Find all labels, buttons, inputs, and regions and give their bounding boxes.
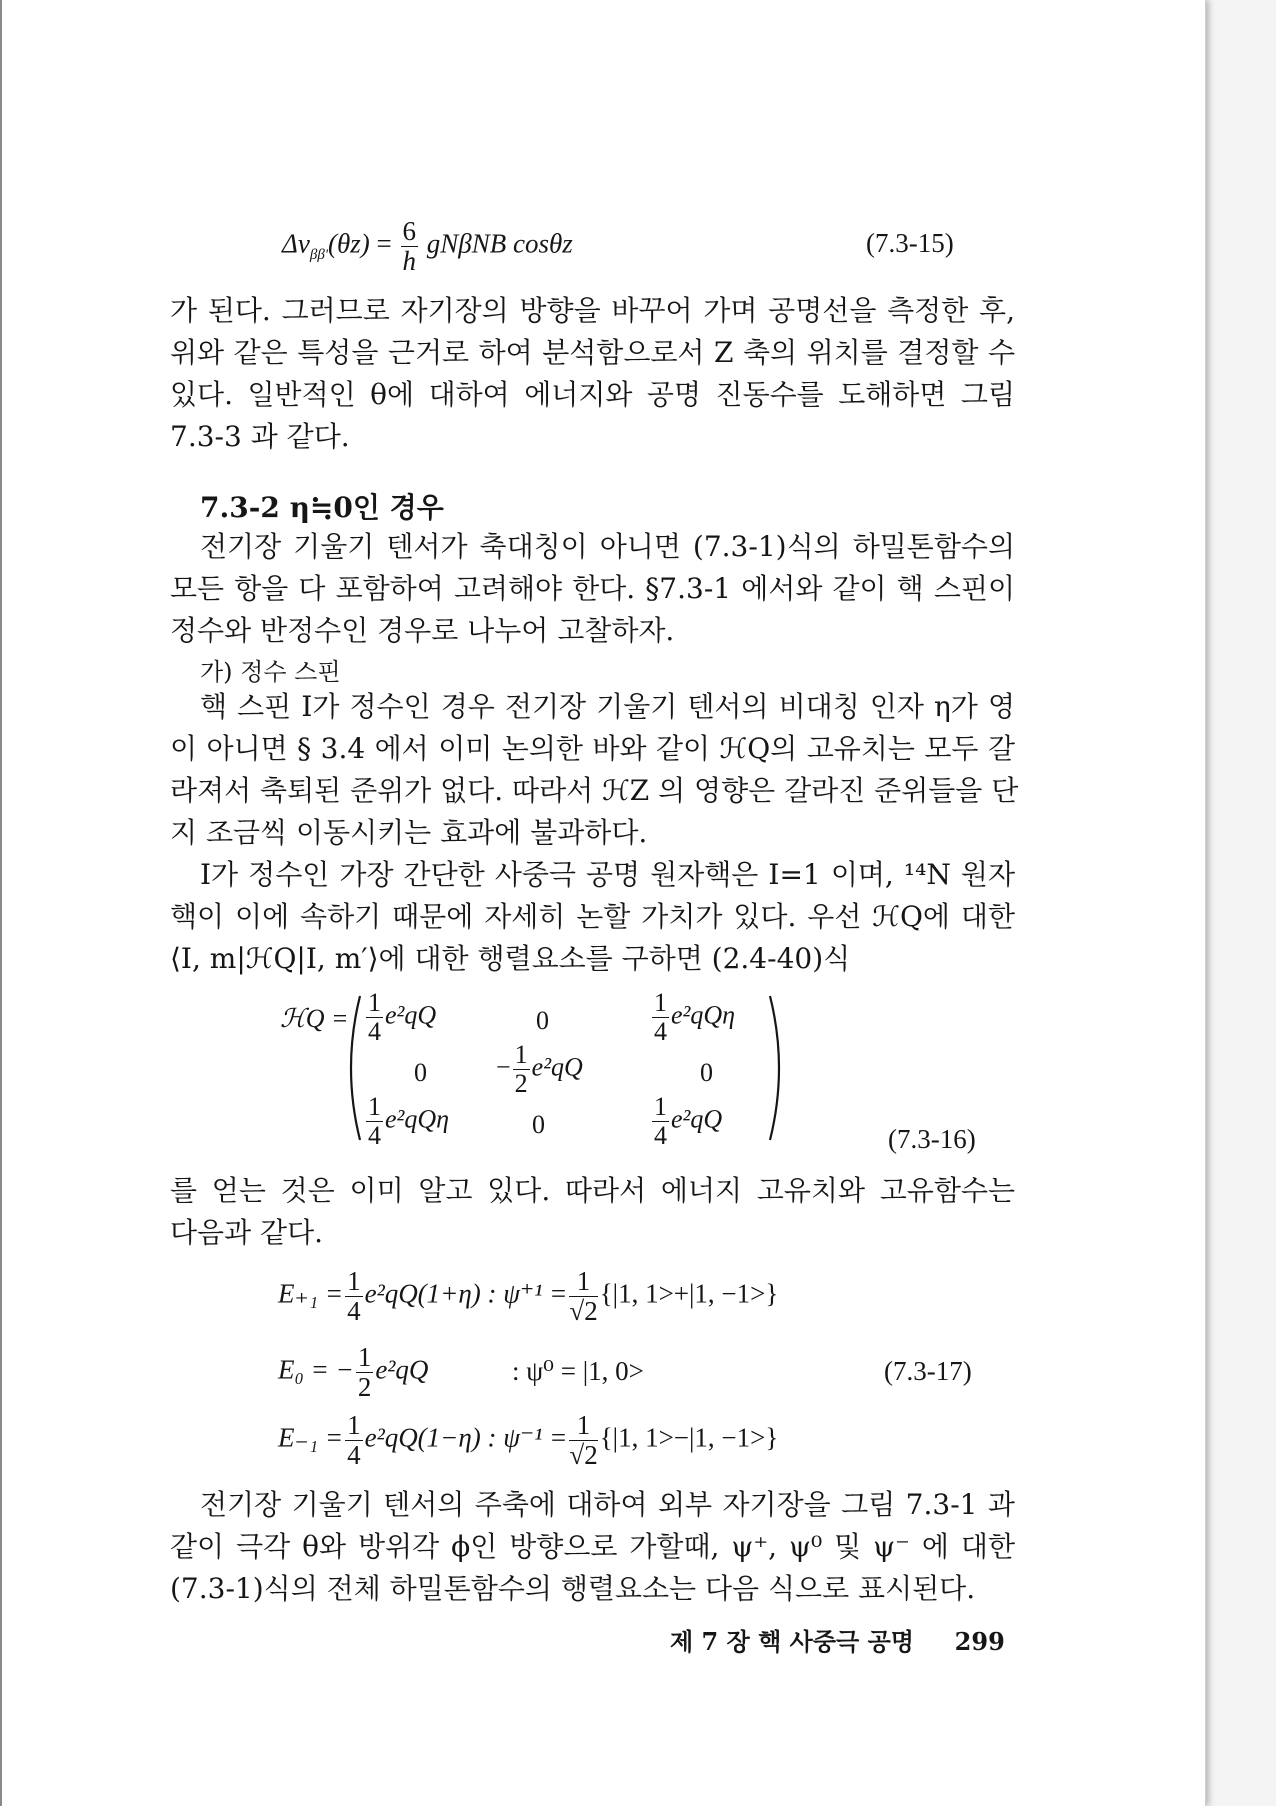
matrix-cell-r1c1 bbox=[364, 990, 436, 1045]
e1-norm-den: √2 bbox=[569, 1296, 598, 1326]
matrix-lhs: ℋQ = bbox=[280, 1004, 349, 1033]
eq17-e1-lhs: E₊₁ = bbox=[278, 1278, 344, 1309]
paragraph-6 bbox=[170, 1484, 1015, 1610]
em-norm-den: √2 bbox=[569, 1440, 598, 1470]
matrix-right-paren bbox=[766, 992, 790, 1144]
matrix-cell-r2c2: − $\frac{1}{2}$ e²qQ bbox=[496, 1040, 583, 1098]
eq17-e0-lhs: E₀ = − bbox=[278, 1354, 354, 1385]
text-line: I가 정수인 가장 간단한 사중극 공명 원자핵은 I=1 이며, ¹⁴N 원자 bbox=[200, 858, 1015, 891]
eq17-em-lhs: E₋₁ = bbox=[278, 1422, 344, 1453]
eq15-fraction bbox=[401, 218, 419, 275]
paragraph-4 bbox=[170, 854, 1015, 980]
text-line: 모든 항을 다 포함하여 고려해야 한다. §7.3-1 에서와 같이 핵 스핀이 bbox=[170, 572, 1015, 605]
text-line: 이 아니면 § 3.4 에서 이미 논의한 바와 같이 ℋQ의 고유치는 모두 갈 bbox=[170, 732, 1015, 765]
e1-frac-den: 4 bbox=[347, 1296, 361, 1326]
eq15-rhs: gNβNB cosθz bbox=[426, 228, 573, 259]
page-left-border bbox=[0, 0, 2, 1806]
paragraph-1 bbox=[170, 290, 1015, 458]
matrix-cell-r3c1 bbox=[364, 1094, 449, 1149]
text-line: 라져서 축퇴된 준위가 없다. 따라서 ℋZ 의 영향은 갈라진 준위들을 단 bbox=[170, 774, 1019, 807]
eq17-line-minus bbox=[278, 1412, 778, 1469]
text-line: 핵 스핀 I가 정수인 경우 전기장 기울기 텐서의 비대칭 인자 η가 영 bbox=[200, 690, 1015, 723]
chapter-title: 제 7 장 핵 사중극 공명 bbox=[670, 1627, 914, 1656]
q-num: 1 bbox=[654, 1092, 667, 1121]
equation-number-7-3-16: (7.3-16) bbox=[888, 1124, 976, 1154]
running-footer bbox=[670, 1622, 1005, 1657]
subheading-integer-spin: 가) 정수 스핀 bbox=[200, 658, 341, 686]
paragraph-3 bbox=[170, 686, 1019, 854]
matrix-cell-r3c2: 0 bbox=[532, 1110, 545, 1139]
eq17-e1-mid: e²qQ(1+η) : ψ⁺¹ = bbox=[364, 1278, 568, 1309]
text-line: 같이 극각 θ와 방위각 ϕ인 방향으로 가할때, ψ⁺, ψ⁰ 및 ψ⁻ 에 대한 bbox=[170, 1530, 1015, 1563]
equation-number-7-3-17: (7.3-17) bbox=[884, 1356, 972, 1386]
text-line: 를 얻는 것은 이미 알고 있다. 따라서 에너지 고유치와 고유함수는 bbox=[170, 1174, 1015, 1207]
q-num: 1 bbox=[654, 988, 667, 1017]
q-den: 4 bbox=[654, 1017, 667, 1046]
matrix-cell-r3c3 bbox=[650, 1094, 722, 1149]
text-line: 7.3-3 과 같다. bbox=[170, 420, 350, 453]
eq17-e0-mid: e²qQ bbox=[375, 1354, 429, 1385]
matrix-left-paren bbox=[340, 992, 364, 1144]
matrix-cell-r2c1: 0 bbox=[414, 1058, 427, 1087]
eq17-line-zero bbox=[278, 1344, 428, 1401]
paragraph-5 bbox=[170, 1170, 1015, 1254]
r1c1-text: e²qQ bbox=[385, 1000, 437, 1030]
text-line: ⟨I, m|ℋQ|I, m′⟩에 대한 행렬요소를 구하면 (2.4-40)식 bbox=[170, 942, 851, 975]
e0-frac-den: 2 bbox=[357, 1372, 372, 1402]
em-frac-num: 1 bbox=[347, 1410, 361, 1440]
text-line: 위와 같은 특성을 근거로 하여 분석함으로서 Z 축의 위치를 결정할 수 bbox=[170, 336, 1015, 369]
text-line: 전기장 기울기 텐서의 주축에 대하여 외부 자기장을 그림 7.3-1 과 bbox=[200, 1488, 1015, 1521]
e0-frac-num: 1 bbox=[357, 1342, 372, 1372]
eq15-lhs-sub: ββ' bbox=[309, 247, 328, 264]
q-den: 4 bbox=[654, 1121, 667, 1150]
text-line: 핵이 이에 속하기 때문에 자세히 논할 가치가 있다. 우선 ℋQ에 대한 bbox=[170, 900, 1015, 933]
eq17-e1-rhs: {|1, 1>+|1, −1>} bbox=[599, 1278, 779, 1309]
matrix-cell-r1c2: 0 bbox=[536, 1006, 549, 1035]
q-den: 4 bbox=[368, 1017, 381, 1046]
eq17-em-mid: e²qQ(1−η) : ψ⁻¹ = bbox=[364, 1422, 568, 1453]
text-line: 가 된다. 그러므로 자기장의 방향을 바꾸어 가며 공명선을 측정한 후, bbox=[170, 294, 1015, 327]
r1c3-text: e²qQη bbox=[671, 1000, 736, 1030]
h-den: 2 bbox=[514, 1069, 528, 1098]
eq17-e0-rhs: : ψ⁰ = |1, 0> bbox=[512, 1356, 644, 1386]
em-frac-den: 4 bbox=[347, 1440, 361, 1470]
r3c1-text: e²qQη bbox=[385, 1104, 450, 1134]
e1-frac-num: 1 bbox=[347, 1266, 361, 1296]
equation-7-3-15: $\Delta\nu_{\beta\beta'}(\theta z)$ = $\frac{6}{h}$ gNβNB cosθz bbox=[282, 216, 573, 276]
h-num: 1 bbox=[514, 1040, 528, 1069]
e1-norm-num: 1 bbox=[569, 1268, 597, 1297]
section-heading: 7.3-2 η≒0인 경우 bbox=[200, 491, 444, 524]
paragraph-2 bbox=[170, 526, 1015, 652]
text-line: 다음과 같다. bbox=[170, 1216, 324, 1249]
matrix-cell-r1c3 bbox=[650, 990, 735, 1045]
page-number: 299 bbox=[954, 1627, 1005, 1656]
q-num: 1 bbox=[368, 988, 381, 1017]
r3c3-text: e²qQ bbox=[671, 1104, 723, 1134]
eq15-frac-den: h bbox=[402, 246, 416, 276]
eq17-em-rhs: {|1, 1>−|1, −1>} bbox=[599, 1422, 779, 1453]
q-num: 1 bbox=[368, 1092, 381, 1121]
r2c2-text: e²qQ bbox=[531, 1052, 583, 1082]
eq15-lhs: Δν bbox=[282, 228, 310, 259]
em-norm-num: 1 bbox=[569, 1412, 597, 1441]
matrix-cell-r2c3: 0 bbox=[700, 1058, 713, 1087]
text-line: 있다. 일반적인 θ에 대하여 에너지와 공명 진동수를 도해하면 그림 bbox=[170, 378, 1015, 411]
q-den: 4 bbox=[368, 1121, 381, 1150]
text-line: (7.3-1)식의 전체 하밀톤함수의 행렬요소는 다음 식으로 표시된다. bbox=[170, 1572, 976, 1605]
equation-number-7-3-15: (7.3-15) bbox=[866, 228, 954, 258]
eq15-frac-num: 6 bbox=[402, 216, 416, 246]
eq17-line-plus bbox=[278, 1268, 778, 1325]
text-line: 지 조금씩 이동시키는 효과에 불과하다. bbox=[170, 816, 648, 849]
eq15-arg: (θz) bbox=[328, 228, 370, 259]
text-line: 전기장 기울기 텐서가 축대칭이 아니면 (7.3-1)식의 하밀톤함수의 bbox=[200, 530, 1015, 563]
text-line: 정수와 반정수인 경우로 나누어 고찰하자. bbox=[170, 614, 675, 647]
